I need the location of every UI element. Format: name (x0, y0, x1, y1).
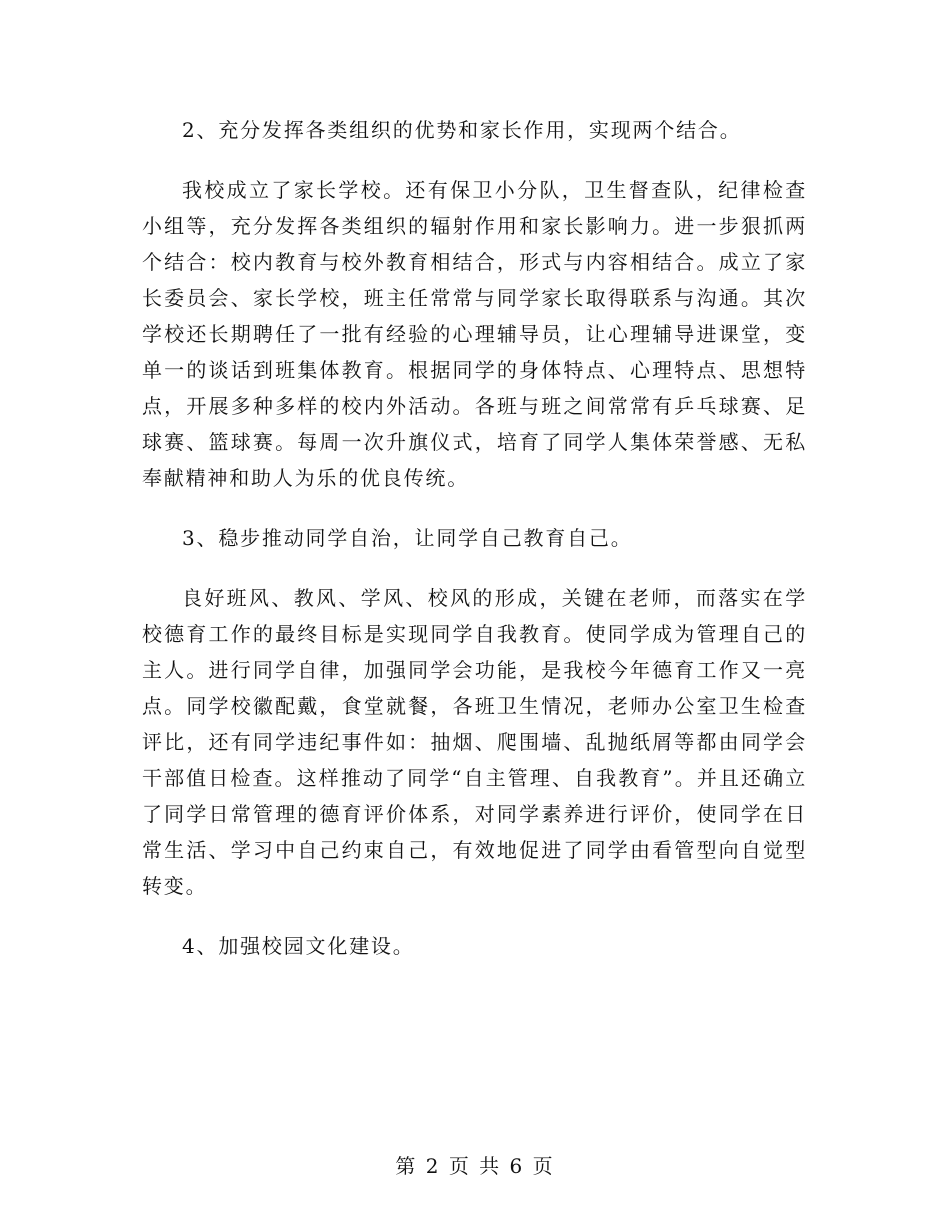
section-heading-2: 2、充分发挥各类组织的优势和家长作用，实现两个结合。 (182, 118, 742, 142)
document-body (142, 112, 807, 988)
section-heading-4: 4、加强校园文化建设。 (182, 934, 415, 958)
page-number-footer: 第 2 页 共 6 页 (395, 1154, 555, 1178)
paragraph-student-self-governance: 良好班风、教风、学风、校风的形成，关键在老师，而落实在学校德育工作的最终目标是实现同学自我教育。使同学成为管理自己的主人。进行同学自律，加强同学会功能，是我校今年德育工作又一亮点。同学校徽配戴，食堂就餐，各班卫生情况，老师办公室卫生检查评比，还有同学违纪事件如：抽烟、爬围墙、乱抛纸屑等都由同学会干部值日检查。这样推动了同学“自主管理、自我教育”。并且还确立了同学日常管理的德育评价体系，对同学素养进行评价，使同学在日常生活、学习中自己约束自己，有效地促进了同学由看管型向自觉型转变。 (142, 586, 807, 898)
section-heading-3: 3、稳步推动同学自治，让同学自己教育自己。 (182, 526, 633, 550)
paragraph-family-cooperation: 我校成立了家长学校。还有保卫小分队，卫生督查队，纪律检查小组等，充分发挥各类组织的辐射作用和家长影响力。进一步狠抓两个结合：校内教育与校外教育相结合，形式与内容相结合。成立了家长委员会、家长学校，班主任常常与同学家长取得联系与沟通。其次学校还长期聘任了一批有经验的心理辅导员，让心理辅导进课堂，变单一的谈话到班集体教育。根据同学的身体特点、心理特点、思想特点，开展多种多样的校内外活动。各班与班之间常常有乒乓球赛、足球赛、篮球赛。每周一次升旗仪式，培育了同学人集体荣誉感、无私奉献精神和助人为乐的优良传统。 (142, 178, 807, 490)
